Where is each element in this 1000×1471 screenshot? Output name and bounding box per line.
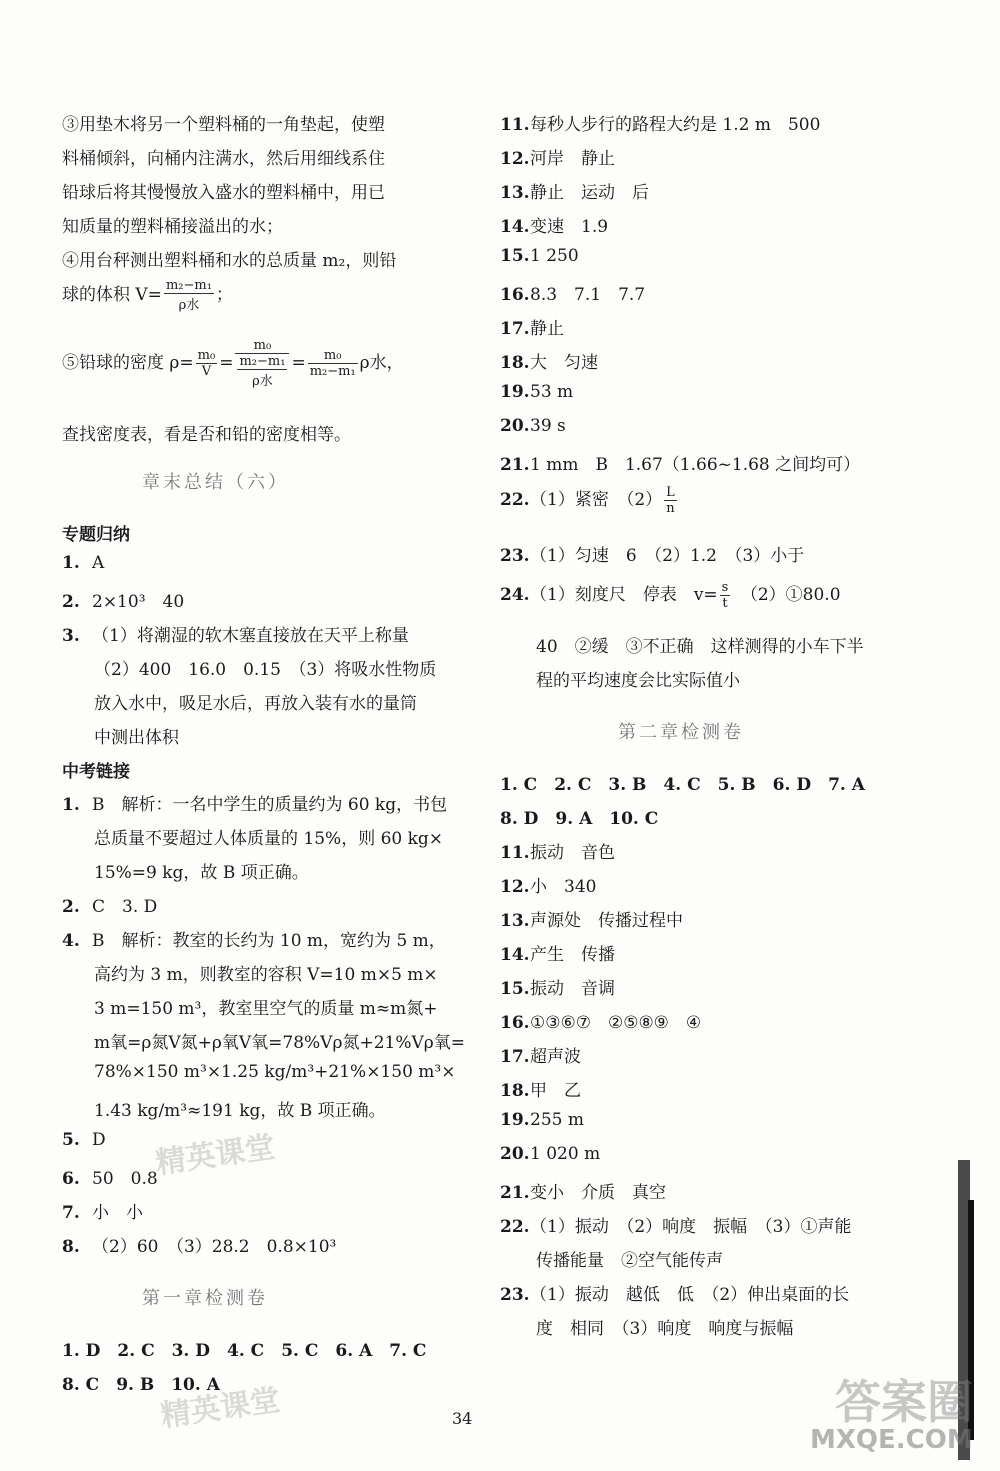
answer-row: 8. C 9. B 10. A: [62, 1375, 220, 1395]
text-line: 铅球后将其慢慢放入盛水的塑料桶中，用已: [62, 183, 385, 203]
text-line: ④用台秤测出塑料桶和水的总质量 m₂，则铅: [62, 251, 397, 271]
heading: 中考链接: [62, 762, 130, 782]
answer-row: 1. D 2. C 3. D 4. C 5. C 6. A 7. C: [62, 1341, 427, 1361]
section-title: 第二章检测卷: [618, 722, 744, 743]
text-line: 查找密度表，看是否和铅的密度相等。: [62, 425, 351, 445]
stamp-watermark: 精英课堂: [153, 1129, 278, 1182]
logo-watermark: 答案圈: [835, 1375, 973, 1429]
answer-row: 1. C 2. C 3. B 4. C 5. B 6. D 7. A: [500, 775, 865, 795]
text-line: 料桶倾斜，向桶内注满水，然后用细线系住: [62, 149, 385, 169]
stamp-watermark: 精英课堂: [158, 1382, 283, 1435]
answer-row: 8. D 9. A 10. C: [500, 809, 659, 829]
text-line: 知质量的塑料桶接溢出的水；: [62, 217, 283, 237]
site-watermark: MXQE.COM: [810, 1425, 973, 1455]
page-number: 34: [452, 1409, 473, 1428]
volume-formula: 球的体积 V= $\frac{\text{m₂−m₁}}{\text{ρ水}}$ ；: [62, 278, 233, 313]
heading: 专题归纳: [62, 525, 130, 545]
section-title: 章末总结（六）: [142, 472, 289, 493]
section-title: 第一章检测卷: [142, 1288, 268, 1309]
text-line: ③用垫木将另一个塑料桶的一角垫起，使塑: [62, 115, 385, 135]
density-formula: ⑤铅球的密度 ρ= $\frac{\text{m₀}}{V}$ = $\frac{\text{m₀}}{\frac{\text{m₂−m₁}}{\text{ρ水}}}$ = $\frac{\text{m₀}}{\text{m₂−m₁}}$ ρ水，: [62, 338, 404, 389]
